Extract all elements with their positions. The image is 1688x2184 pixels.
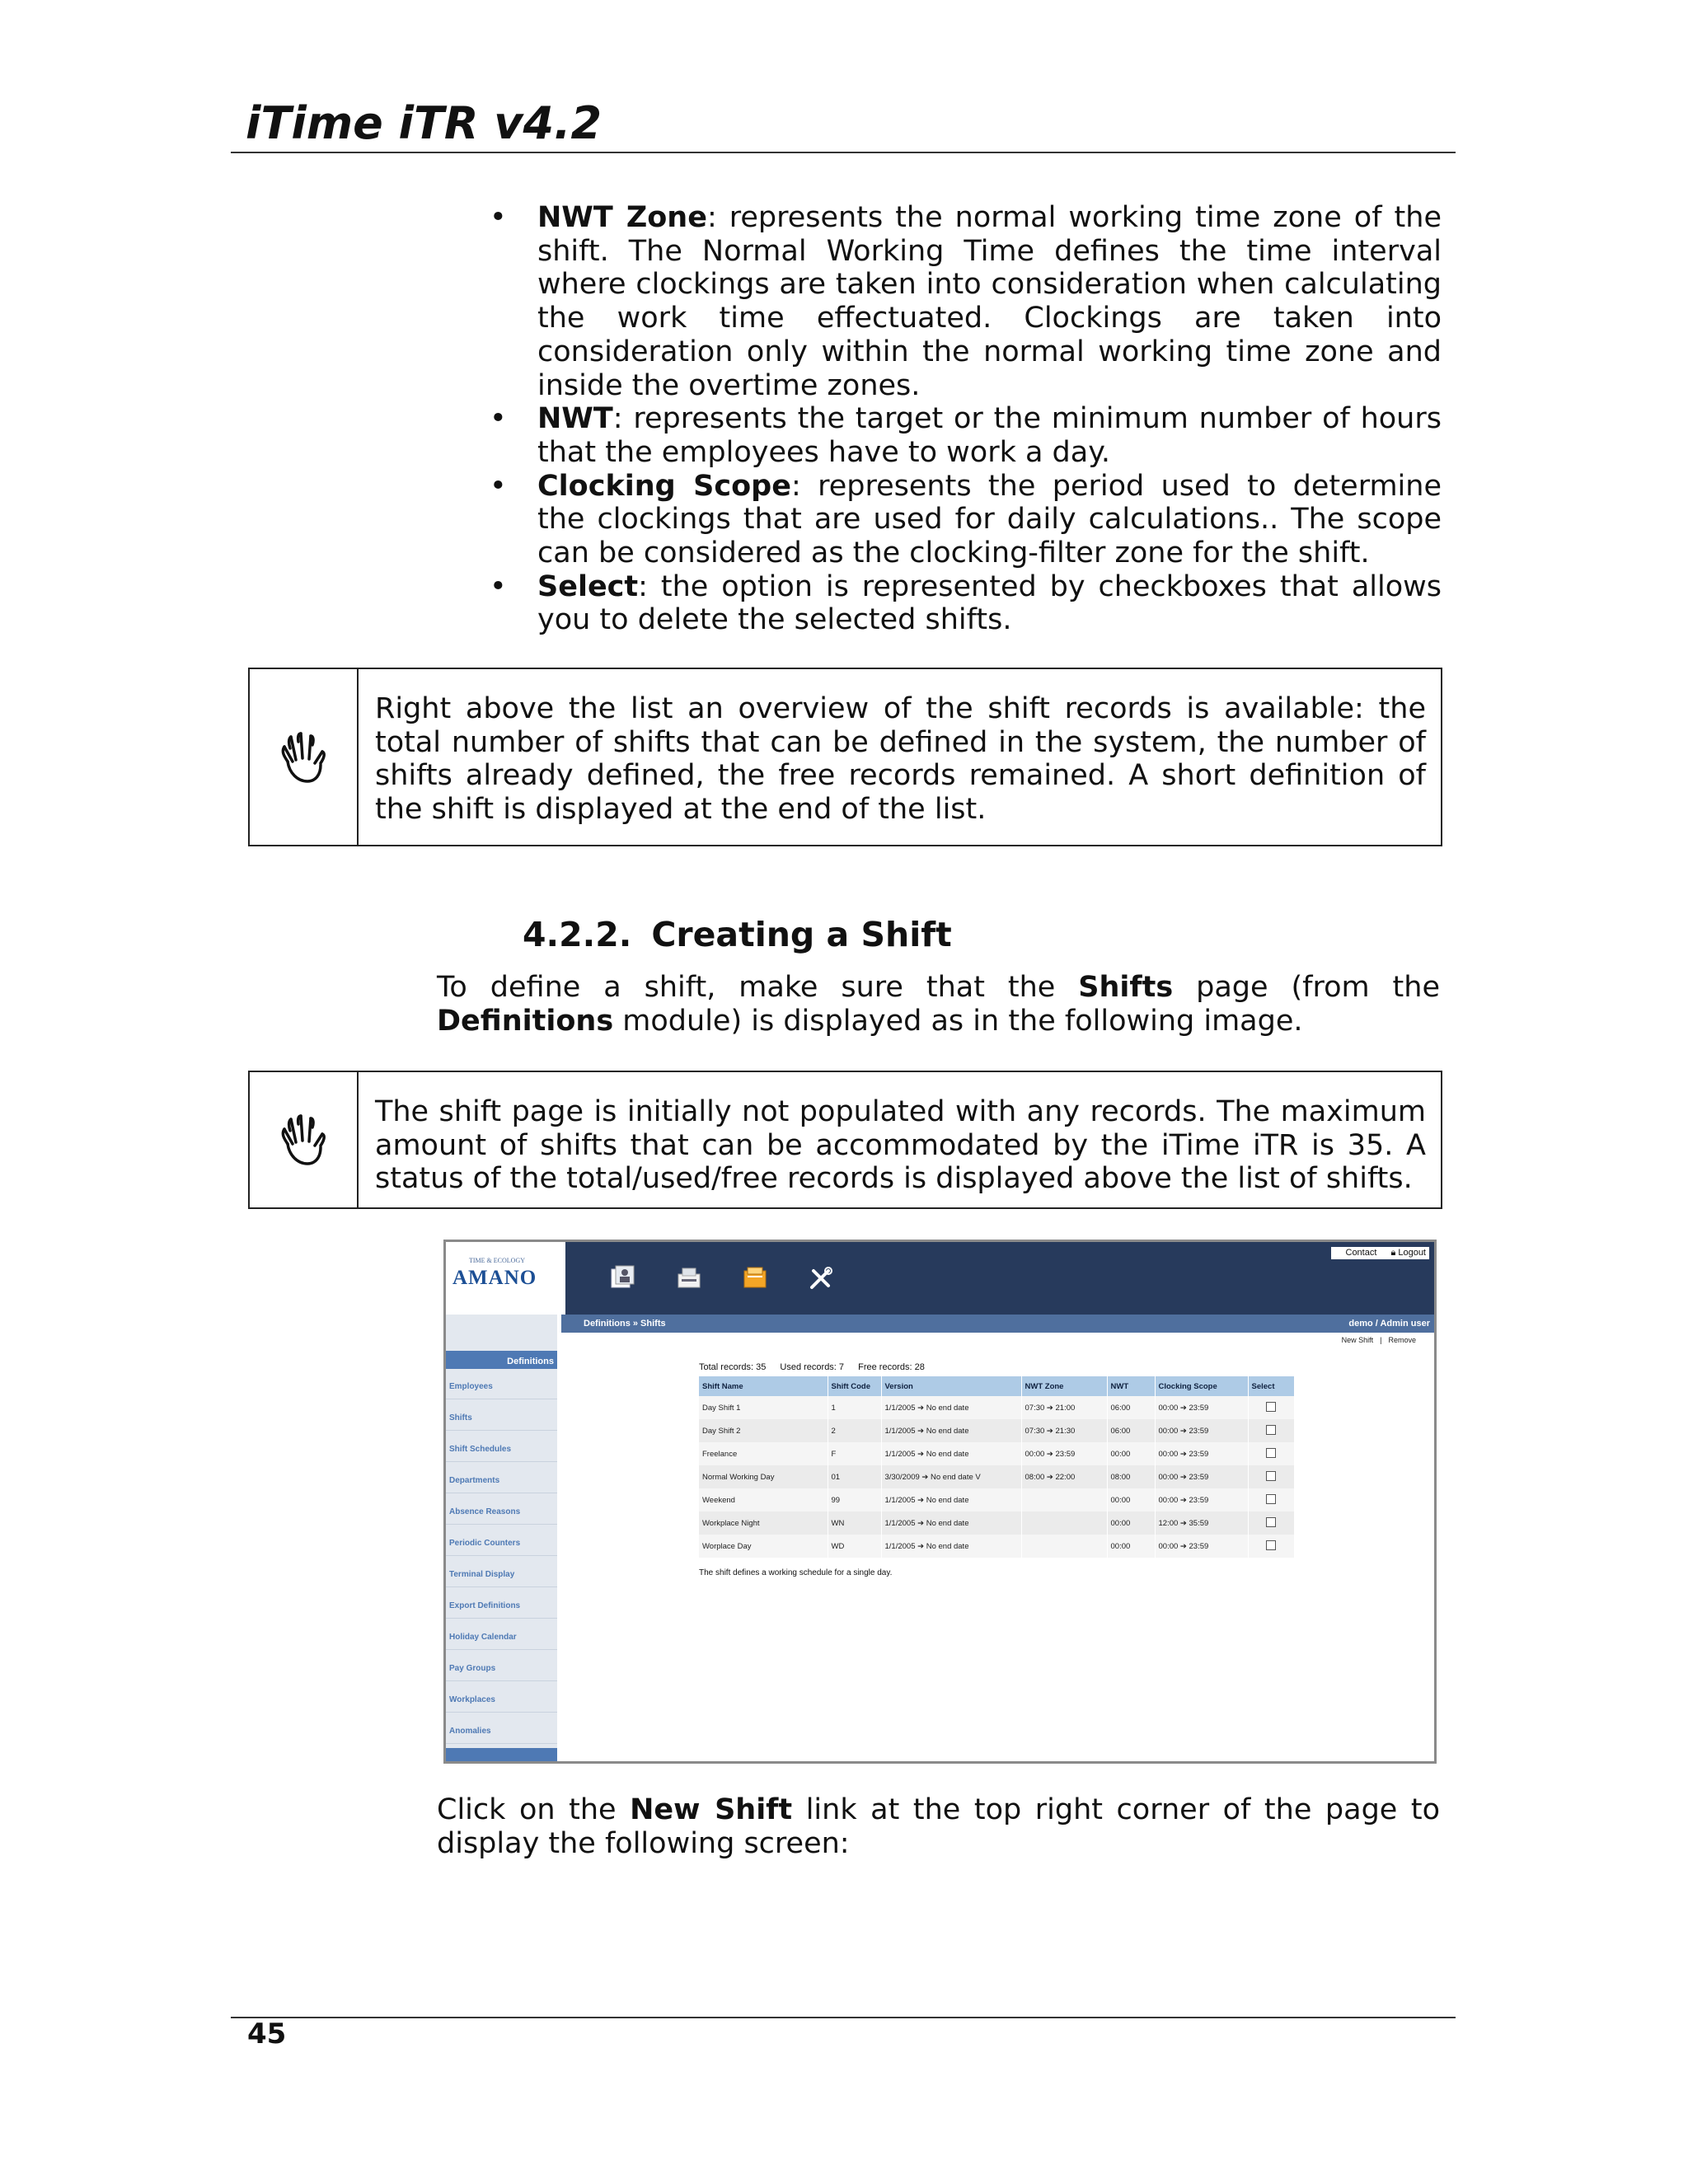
column-header[interactable]: Version [881,1376,1021,1396]
definitions-tools-icon[interactable] [805,1263,837,1294]
column-header[interactable]: NWT Zone [1021,1376,1107,1396]
clocking-scope-cell: 00:00 ➔ 23:59 [1155,1419,1248,1442]
sidebar-item-export-definitions[interactable]: Export Definitions [446,1588,557,1619]
shift-code-cell: 1 [828,1396,881,1419]
nwt-cell: 06:00 [1107,1396,1155,1419]
table-row[interactable] [699,1535,1294,1558]
clocking-scope-cell: 00:00 ➔ 23:59 [1155,1465,1248,1488]
column-header: Select [1248,1376,1294,1396]
sidebar-item-pay-groups[interactable]: Pay Groups [446,1651,557,1681]
column-header[interactable]: Clocking Scope [1155,1376,1248,1396]
select-cell [1248,1396,1294,1419]
bullet-icon: • [490,569,507,603]
new-shift-link[interactable]: New Shift [1341,1336,1374,1344]
term: Select [537,569,639,603]
page-number: 45 [247,2018,287,2050]
shift-code-cell: F [828,1442,881,1465]
version-cell: 3/30/2009 ➔ No end date V [881,1465,1021,1488]
sidebar-item-absence-reasons[interactable]: Absence Reasons [446,1494,557,1525]
shift-name-cell[interactable]: Worplace Day [699,1535,828,1558]
select-checkbox[interactable] [1266,1402,1276,1412]
nwt-cell: 00:00 [1107,1488,1155,1511]
section-number: 4.2.2. [523,915,632,954]
nwt-zone-cell: 07:30 ➔ 21:00 [1021,1396,1107,1419]
select-cell [1248,1488,1294,1511]
sidebar-item-workplaces[interactable]: Workplaces [446,1682,557,1713]
sidebar-footer [446,1748,557,1761]
select-checkbox[interactable] [1266,1448,1276,1458]
table-row[interactable] [699,1488,1294,1511]
sidebar-item-anomalies[interactable]: Anomalies [446,1713,557,1744]
table-row[interactable] [699,1396,1294,1419]
table-row[interactable] [699,1442,1294,1465]
clocking-scope-cell: 12:00 ➔ 35:59 [1155,1511,1248,1535]
intro-paragraph [437,971,1440,1038]
reports-module-icon[interactable] [739,1263,771,1294]
select-checkbox[interactable] [1266,1540,1276,1550]
logout-link[interactable]: Logout [1398,1248,1426,1258]
nwt-cell: 00:00 [1107,1442,1155,1465]
version-cell: 1/1/2005 ➔ No end date [881,1419,1021,1442]
shift-name-cell[interactable]: Weekend [699,1488,828,1511]
logo-tagline: TIME & ECOLOGY [469,1257,525,1264]
definition: : represents the period used to determine the clockings that are used for daily calculations.. The scope can be considered as the clocking-filter zone for the shift. [537,469,1442,570]
note-box [248,1071,1442,1209]
employees-module-icon[interactable] [607,1263,639,1294]
shifts-table [699,1376,1295,1558]
nwt-zone-cell: 07:30 ➔ 21:30 [1021,1419,1107,1442]
header-rule [231,152,1456,153]
app-screenshot [443,1240,1437,1764]
table-row[interactable] [699,1419,1294,1442]
shift-code-cell: 2 [828,1419,881,1442]
table-row[interactable] [699,1465,1294,1488]
bullet-icon: • [490,201,507,234]
hand-icon [250,669,359,845]
shift-code-cell: 99 [828,1488,881,1511]
text-run: To define a shift, make sure that the [437,971,1079,1004]
section-heading [523,915,952,954]
list-item [490,201,1442,402]
column-header[interactable]: Shift Name [699,1376,828,1396]
total-records: Total records: 35 [699,1362,767,1372]
definition: : represents the target or the minimum number of hours that the employees have to work a day. [537,402,1442,469]
emphasis-new-shift: New Shift [630,1793,793,1826]
nwt-zone-cell: 08:00 ➔ 22:00 [1021,1465,1107,1488]
select-cell [1248,1442,1294,1465]
note-text: Right above the list an overview of the shift records is available: the total number of shifts that can be defined in the system, the number of shifts already defined, the free records remained. A short definition of the shift is displayed at the end of the list. [375,692,1426,827]
select-cell [1248,1535,1294,1558]
separator: | [1380,1336,1382,1344]
version-cell: 1/1/2005 ➔ No end date [881,1442,1021,1465]
definition: : the option is represented by checkboxes that allows you to delete the selected shifts. [537,569,1442,637]
shift-name-cell[interactable]: Normal Working Day [699,1465,828,1488]
sidebar-item-shift-schedules[interactable]: Shift Schedules [446,1432,557,1462]
sidebar-item-departments[interactable]: Departments [446,1463,557,1493]
nwt-cell: 06:00 [1107,1419,1155,1442]
version-cell: 1/1/2005 ➔ No end date [881,1535,1021,1558]
contact-link[interactable]: Contact [1345,1248,1377,1258]
sidebar-item-employees[interactable]: Employees [446,1369,557,1399]
action-links [1342,1336,1416,1344]
select-checkbox[interactable] [1266,1494,1276,1504]
text-run: page (from the [1173,971,1440,1004]
footer-rule [231,2017,1456,2018]
nwt-cell: 00:00 [1107,1511,1155,1535]
clocking-scope-cell: 00:00 ➔ 23:59 [1155,1535,1248,1558]
select-checkbox[interactable] [1266,1471,1276,1481]
definition-list [490,201,1442,637]
user-info: demo / Admin user [1348,1319,1430,1329]
nwt-zone-cell: 00:00 ➔ 23:59 [1021,1442,1107,1465]
shift-name-cell[interactable]: Workplace Night [699,1511,828,1535]
sidebar-item-periodic-counters[interactable]: Periodic Counters [446,1526,557,1556]
clocking-scope-cell: 00:00 ➔ 23:59 [1155,1488,1248,1511]
shift-name-cell[interactable]: Day Shift 2 [699,1419,828,1442]
terminal-module-icon[interactable] [673,1263,705,1294]
breadcrumb-bar [561,1315,1434,1333]
nwt-cell: 08:00 [1107,1465,1155,1488]
shift-definition-note: The shift defines a working schedule for a single day. [699,1568,893,1577]
version-cell: 1/1/2005 ➔ No end date [881,1511,1021,1535]
free-records: Free records: 28 [858,1362,925,1372]
text-run: link at the top right corner of the page to display the following screen: [437,1793,1441,1860]
definition: : represents the normal working time zone of the shift. The Normal Working Time defines the time interval where clockings are taken into consideration when calculating the work time effectuated. Clockings are taken into consideration only within the normal working time zone and inside the overtime zones. [537,201,1442,402]
shift-code-cell: WD [828,1535,881,1558]
select-cell [1248,1465,1294,1488]
lock-icon: 🔒︎ [1390,1248,1396,1258]
shift-code-cell: 01 [828,1465,881,1488]
version-cell: 1/1/2005 ➔ No end date [881,1488,1021,1511]
section-title: Creating a Shift [651,915,952,954]
breadcrumb: Definitions » Shifts [584,1319,666,1329]
shift-code-cell: WN [828,1511,881,1535]
table-header-row [699,1376,1294,1396]
select-cell [1248,1419,1294,1442]
amano-logo: AMANO [452,1267,537,1289]
nwt-zone-cell [1021,1511,1107,1535]
note-box [248,668,1442,846]
text-run: Click on the [437,1793,631,1826]
sidebar-title: Definitions [446,1351,557,1369]
list-item [490,470,1442,570]
bullet-icon: • [490,469,507,503]
table-row[interactable] [699,1511,1294,1535]
nwt-cell: 00:00 [1107,1535,1155,1558]
sidebar [446,1315,557,1761]
nwt-zone-cell [1021,1535,1107,1558]
term: NWT [537,402,613,436]
nwt-zone-cell [1021,1488,1107,1511]
term: NWT Zone [537,201,707,234]
select-checkbox[interactable] [1266,1517,1276,1527]
page-header-title: iTime iTR v4.2 [246,97,603,149]
top-links [1331,1247,1430,1259]
select-checkbox[interactable] [1266,1425,1276,1435]
column-header[interactable]: Shift Code [828,1376,881,1396]
emphasis-definitions: Definitions [437,1004,614,1038]
emphasis-shifts: Shifts [1078,971,1174,1004]
record-counts [699,1362,925,1372]
shift-name-cell[interactable]: Freelance [699,1442,828,1465]
bullet-icon: • [490,402,507,436]
used-records: Used records: 7 [780,1362,845,1372]
term: Clocking Scope [537,469,791,503]
logo-area [446,1242,565,1315]
text-run: module) is displayed as in the following image. [613,1004,1303,1038]
hand-icon [250,1072,359,1207]
list-item [490,570,1442,637]
version-cell: 1/1/2005 ➔ No end date [881,1396,1021,1419]
remove-link[interactable]: Remove [1388,1336,1416,1344]
clocking-scope-cell: 00:00 ➔ 23:59 [1155,1442,1248,1465]
note-text: The shift page is initially not populated with any records. The maximum amount of shifts that can be accommodated by the iTime iTR is 35. A status of the total/used/free records is displayed above the list of shifts. [375,1095,1426,1196]
column-header[interactable]: NWT [1107,1376,1155,1396]
sidebar-item-shifts[interactable]: Shifts [446,1400,557,1431]
sidebar-item-holiday-calendar[interactable]: Holiday Calendar [446,1619,557,1650]
sidebar-item-terminal-display[interactable]: Terminal Display [446,1557,557,1587]
list-item [490,402,1442,469]
app-top-bar [446,1242,1434,1315]
select-cell [1248,1511,1294,1535]
clocking-scope-cell: 00:00 ➔ 23:59 [1155,1396,1248,1419]
closing-paragraph [437,1793,1440,1860]
shift-name-cell[interactable]: Day Shift 1 [699,1396,828,1419]
